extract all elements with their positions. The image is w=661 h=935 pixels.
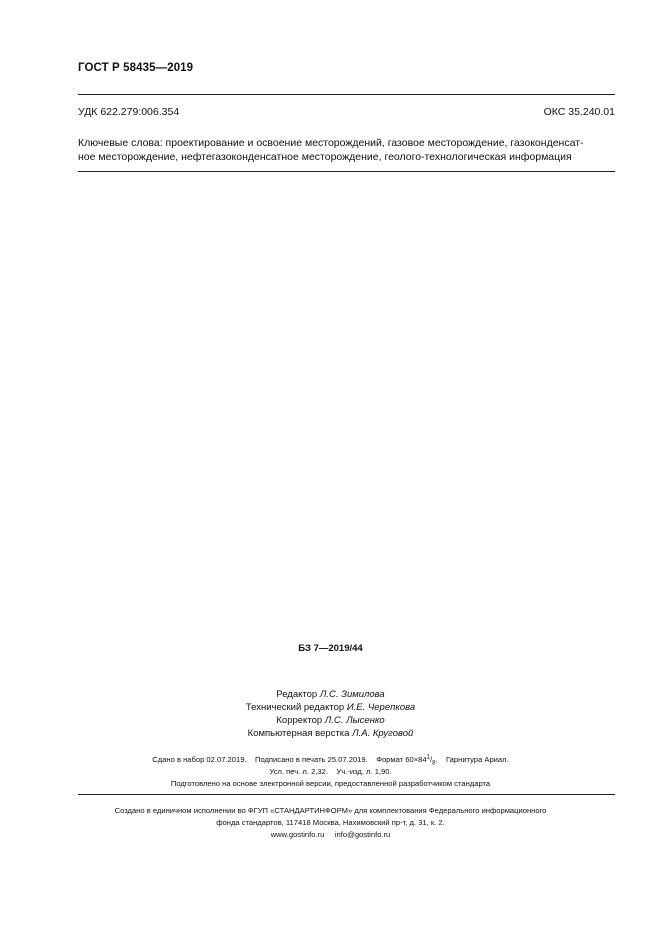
footer-line-1: Создано в единичном исполнении во ФГУП «СТАНДАРТИНФОРМ» для комплектования Федерального информационного — [114, 806, 547, 815]
keywords-divider — [78, 171, 615, 172]
submitted-date: Сдано в набор 02.07.2019. — [152, 755, 247, 764]
credit-name: Л.А. Круговой — [352, 728, 414, 739]
credit-role: Компьютерная верстка — [247, 728, 350, 739]
prepared-note: Подготовлено на основе электронной версии, предоставленной разработчиком стандарта — [170, 779, 491, 788]
paper-format: Формат $60\times 84^1/_8$. — [376, 754, 438, 767]
footer-line-2: фонда стандартов, 117418 Москва, Нахимовский пр-т, д. 31, к. 2. — [216, 818, 445, 827]
credit-layout — [0, 727, 661, 740]
document-code: ГОСТ Р 58435—2019 — [78, 62, 194, 74]
udk-code: УДК 622.279:006.354 — [78, 106, 180, 118]
print-info-block — [0, 754, 661, 790]
print-info-line-2 — [0, 766, 661, 778]
print-info-line-1 — [0, 754, 661, 766]
typeface: Гарнитура Ариал. — [446, 755, 509, 764]
credit-tech-editor — [0, 701, 661, 714]
footer-contacts — [0, 829, 661, 841]
oks-code: ОКС 35.240.01 — [543, 106, 615, 118]
credit-name: Л.С. Зимилова — [319, 689, 385, 700]
printed-sheets: Усл. печ. л. 2,32. — [269, 767, 328, 776]
keywords-block — [78, 137, 618, 164]
credit-role: Редактор — [276, 689, 318, 700]
bz-number: БЗ 7—2019/44 — [298, 643, 363, 654]
website-link[interactable]: www.gostinfo.ru — [270, 830, 325, 839]
signed-date: Подписано в печать 25.07.2019. — [254, 755, 368, 764]
email-link[interactable]: info@gostinfo.ru — [334, 830, 391, 839]
footer-divider — [78, 794, 615, 795]
top-divider — [78, 94, 615, 95]
credit-editor — [0, 688, 661, 701]
credit-role: Корректор — [276, 715, 323, 726]
edition-sheets: Уч.-изд. л. 1,90. — [336, 767, 392, 776]
keywords-line-1: Ключевые слова: проектирование и освоение месторождений, газовое месторождение, газоконденсат- — [78, 137, 584, 149]
footer-block — [0, 805, 661, 841]
credit-role: Технический редактор — [245, 702, 345, 713]
credit-name: И.Е. Черепкова — [346, 702, 416, 713]
credits-block — [0, 688, 661, 740]
credit-corrector — [0, 714, 661, 727]
keywords-line-2: ное месторождение, нефтегазоконденсатное месторождение, геолого-технологическая информация — [78, 150, 572, 163]
credit-name: Л.С. Лысенко — [324, 715, 385, 726]
